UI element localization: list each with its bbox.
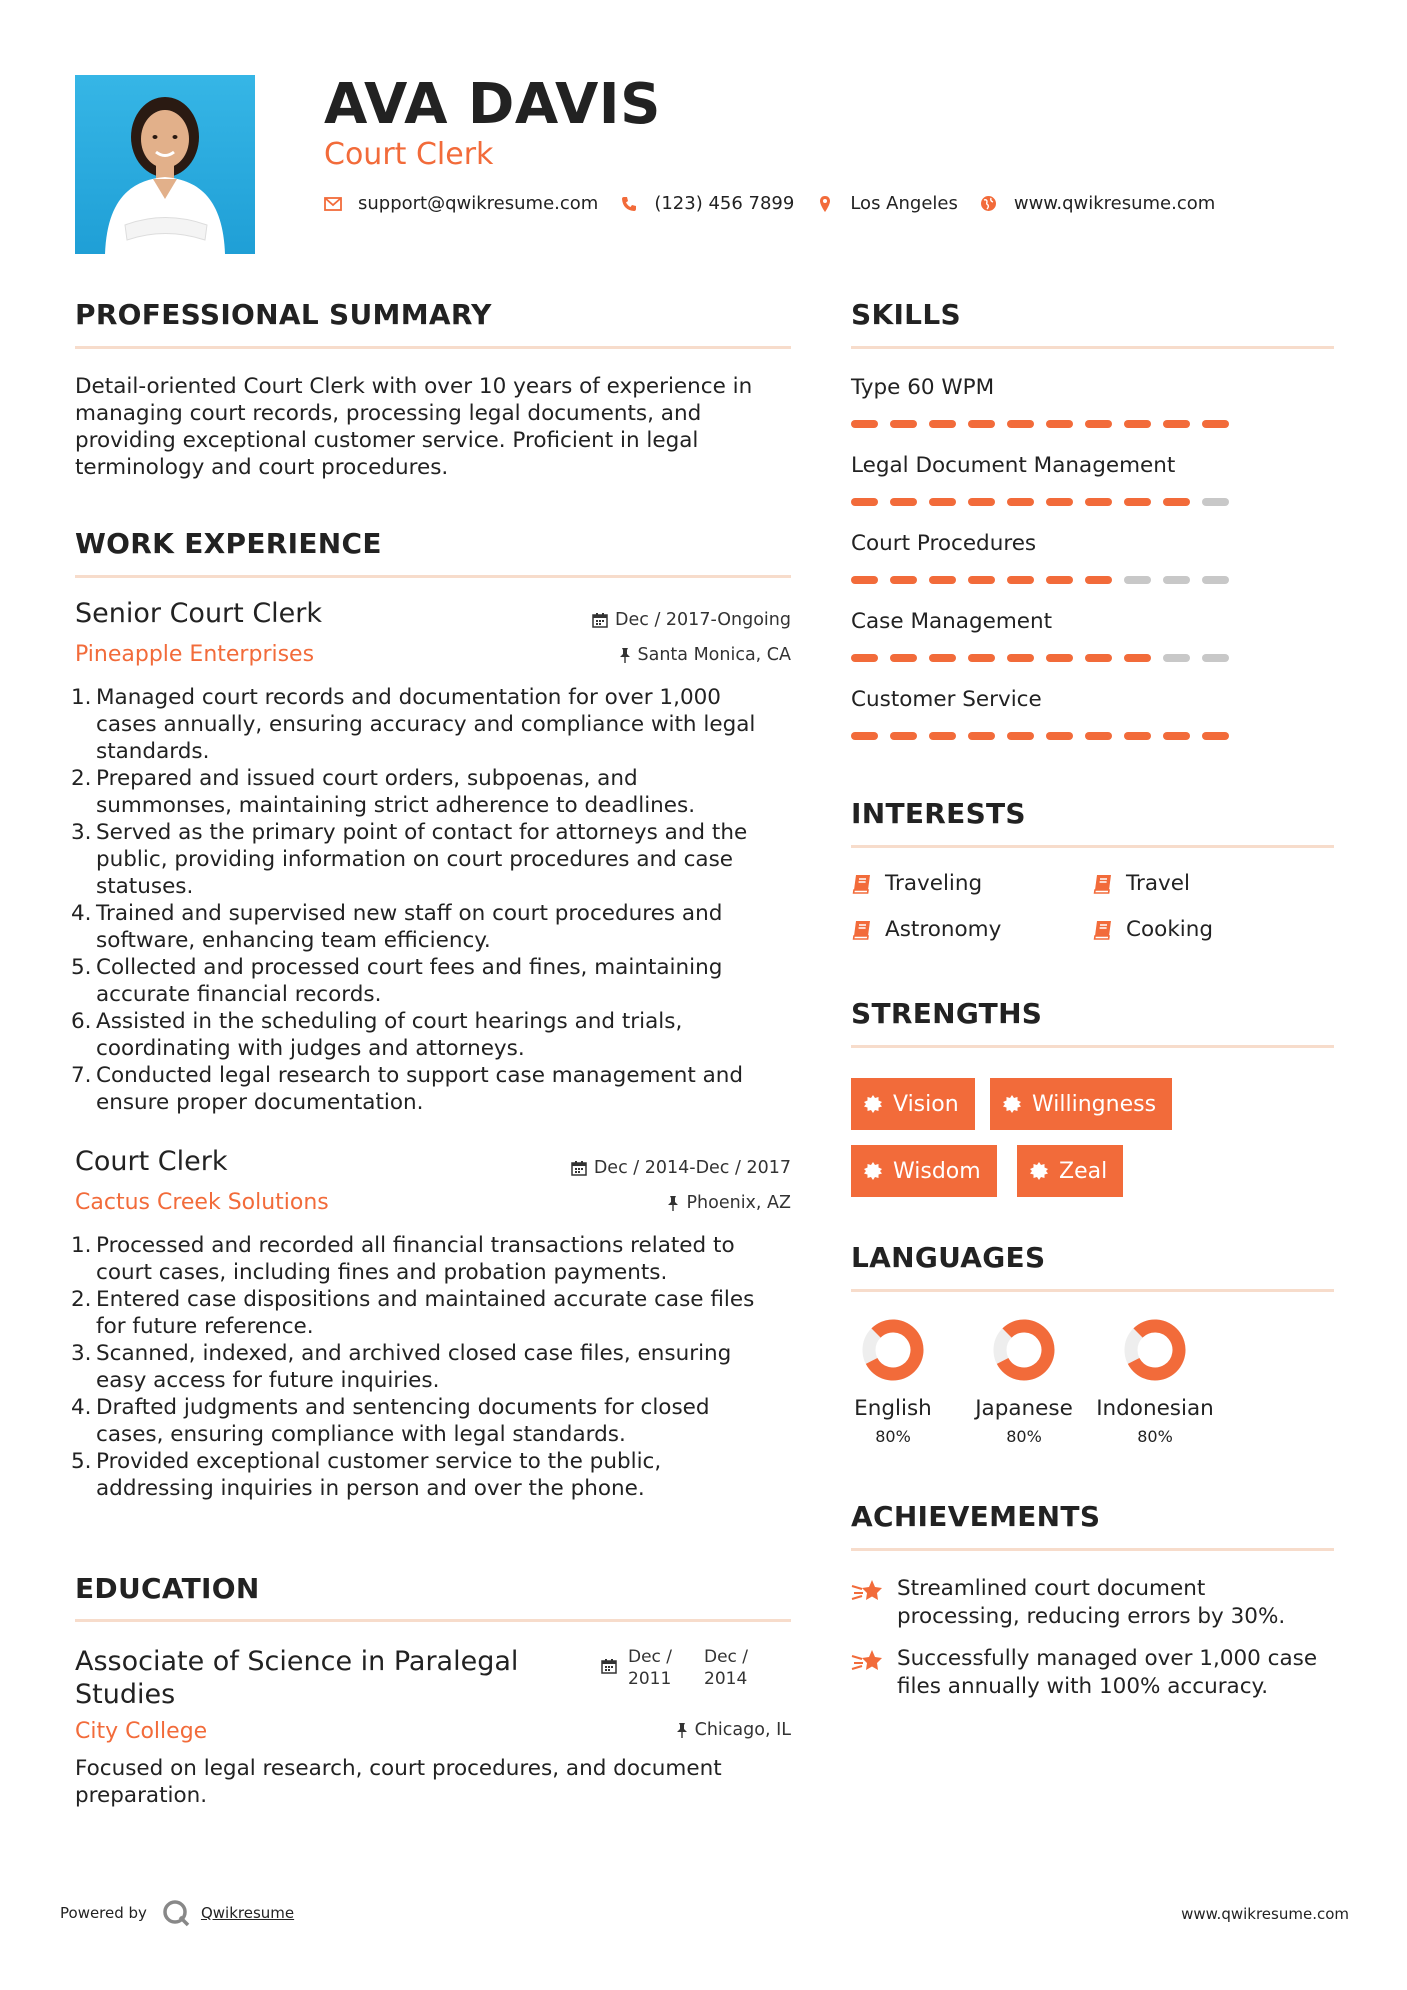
skill-item <box>851 609 1331 687</box>
skill-dash-filled <box>1007 498 1034 506</box>
footer-powered-by <box>60 1898 294 1928</box>
badge-star-icon <box>1002 1094 1022 1114</box>
skill-dash-filled <box>1046 498 1073 506</box>
strength-badge <box>1017 1145 1123 1197</box>
achievement-text: Successfully managed over 1,000 case files annually with 100% accuracy. <box>897 1646 1318 1699</box>
achievement-item <box>851 1645 1341 1701</box>
education-location <box>676 1720 791 1740</box>
job-dates <box>592 610 791 630</box>
skill-dash-empty <box>1124 576 1151 584</box>
skill-dash-filled <box>968 654 995 662</box>
education-description <box>75 1755 795 1809</box>
education-date-end <box>704 1646 748 1690</box>
skill-dash-empty <box>1202 576 1229 584</box>
strength-label: Willingness <box>1032 1091 1157 1117</box>
skill-level-bar <box>851 420 1331 428</box>
skill-dash-filled <box>890 654 917 662</box>
list-item: 2. Entered case dispositions and maintained accurate case files for future reference. <box>71 1287 755 1339</box>
badge-star-icon <box>863 1094 883 1114</box>
language-ring <box>1123 1318 1187 1382</box>
shooting-star-icon <box>851 1577 885 1605</box>
skill-name: Case Management <box>851 609 1053 634</box>
book-icon <box>851 919 873 941</box>
job-location-text: Phoenix, AZ <box>686 1193 791 1213</box>
skill-name: Court Procedures <box>851 531 1037 556</box>
achievement-item <box>851 1575 1341 1631</box>
language-name: English <box>854 1396 932 1421</box>
skill-level-bar <box>851 732 1331 740</box>
skill-dash-empty <box>1202 654 1229 662</box>
skill-item <box>851 453 1331 531</box>
candidate-title: Court Clerk <box>324 137 494 172</box>
strength-badge <box>990 1078 1172 1130</box>
interest-item <box>851 917 1001 942</box>
job-title: Court Clerk <box>75 1146 228 1177</box>
book-icon <box>1092 873 1114 895</box>
skill-dash-filled <box>1046 576 1073 584</box>
language-ring <box>861 1318 925 1382</box>
skill-dash-empty <box>1163 654 1190 662</box>
skill-item <box>851 375 1331 453</box>
candidate-name: AVA DAVIS <box>324 72 661 137</box>
date-part: Dec / <box>704 1647 749 1667</box>
achievement-text: Streamlined court document processing, reducing errors by 30%. <box>897 1576 1286 1629</box>
list-item: 1. Processed and recorded all financial transactions related to court cases, including fines and probation payments. <box>71 1233 735 1285</box>
skill-dash-filled <box>929 420 956 428</box>
skill-dash-filled <box>1163 498 1190 506</box>
skill-level-bar <box>851 654 1331 662</box>
skill-dash-filled <box>890 576 917 584</box>
language-item <box>833 1318 953 1446</box>
language-ring-fill <box>1134 1326 1179 1374</box>
strength-label: Vision <box>893 1091 959 1117</box>
summary-line: Detail-oriented Court Clerk with over 10 years of experience in <box>75 374 753 399</box>
strength-badge <box>851 1145 997 1197</box>
skill-dash-filled <box>968 732 995 740</box>
interest-label: Astronomy <box>885 917 1002 942</box>
list-item: 6. Assisted in the scheduling of court hearings and trials, coordinating with judges and attorneys. <box>71 1009 683 1061</box>
interest-label: Traveling <box>885 871 983 896</box>
skill-dash-filled <box>1163 732 1190 740</box>
skill-dash-filled <box>851 420 878 428</box>
summary-text <box>75 373 795 481</box>
job-location-text: Santa Monica, CA <box>637 645 791 665</box>
summary-divider <box>75 346 791 349</box>
summary-line: terminology and court procedures. <box>75 455 449 480</box>
skill-dash-filled <box>1124 732 1151 740</box>
degree-line: Associate of Science in Paralegal <box>75 1646 519 1677</box>
contact-website[interactable]: www.qwikresume.com <box>1013 193 1216 214</box>
calendar-icon <box>571 1160 587 1176</box>
pushpin-icon <box>619 647 631 663</box>
education-date-start <box>628 1646 672 1690</box>
globe-icon <box>978 194 1000 214</box>
experience-divider <box>75 575 791 578</box>
badge-star-icon <box>863 1161 883 1181</box>
school-name: City College <box>75 1719 208 1744</box>
skill-dash-filled <box>1085 498 1112 506</box>
list-item: 5. Provided exceptional customer service to the public, addressing inquiries in person and over the phone. <box>71 1449 662 1501</box>
summary-line: managing court records, processing legal documents, and <box>75 401 702 426</box>
skills-divider <box>851 346 1334 349</box>
calendar-icon <box>592 612 608 628</box>
strength-badge <box>851 1078 975 1130</box>
skill-dash-filled <box>1202 420 1229 428</box>
strengths-divider <box>851 1045 1334 1048</box>
strength-label: Zeal <box>1059 1158 1108 1184</box>
experience-heading: WORK EXPERIENCE <box>75 527 382 560</box>
book-icon <box>851 873 873 895</box>
job-dates <box>571 1158 791 1178</box>
interests-divider <box>851 845 1334 848</box>
skill-name: Legal Document Management <box>851 453 1176 478</box>
language-ring-fill <box>1003 1326 1048 1374</box>
skill-dash-filled <box>851 498 878 506</box>
skill-dash-filled <box>1124 420 1151 428</box>
job-company: Cactus Creek Solutions <box>75 1190 329 1215</box>
language-ring <box>992 1318 1056 1382</box>
education-location-text: Chicago, IL <box>694 1720 791 1740</box>
education-heading: EDUCATION <box>75 1572 260 1605</box>
interest-item <box>851 871 982 896</box>
languages-heading: LANGUAGES <box>851 1241 1046 1274</box>
language-item <box>1095 1318 1215 1446</box>
skill-level-bar <box>851 576 1331 584</box>
skill-dash-filled <box>1007 420 1034 428</box>
skill-dash-filled <box>1046 420 1073 428</box>
skill-dash-filled <box>890 732 917 740</box>
skill-dash-filled <box>1085 654 1112 662</box>
skill-dash-filled <box>929 576 956 584</box>
achievements-heading: ACHIEVEMENTS <box>851 1500 1101 1533</box>
skill-dash-filled <box>968 498 995 506</box>
list-item: 1. Managed court records and documentation for over 1,000 cases annually, ensuring accuracy and compliance with legal standards. <box>71 685 756 764</box>
skill-dash-filled <box>851 654 878 662</box>
list-item: 2. Prepared and issued court orders, subpoenas, and summonses, maintaining strict adherence to deadlines. <box>71 766 696 818</box>
list-item: 3. Scanned, indexed, and archived closed case files, ensuring easy access for future inquiries. <box>71 1341 732 1393</box>
calendar-icon <box>601 1658 617 1678</box>
profile-photo <box>75 75 255 254</box>
badge-star-icon <box>1029 1161 1049 1181</box>
language-name: Japanese <box>975 1396 1073 1421</box>
date-part: 2014 <box>704 1669 748 1689</box>
phone-icon <box>618 194 640 214</box>
summary-line: providing exceptional customer service. Proficient in legal <box>75 428 699 453</box>
language-percent: 80% <box>1006 1427 1042 1446</box>
skill-dash-filled <box>1163 420 1190 428</box>
description-line: Focused on legal research, court procedures, and document <box>75 1756 722 1781</box>
skill-dash-filled <box>1007 654 1034 662</box>
summary-heading: PROFESSIONAL SUMMARY <box>75 298 492 331</box>
skill-dash-filled <box>890 498 917 506</box>
language-ring-fill <box>872 1326 917 1374</box>
job-bullets <box>71 1232 801 1502</box>
date-part: Dec / <box>628 1647 673 1667</box>
pushpin-icon <box>676 1722 688 1738</box>
list-item: 7. Conducted legal research to support case management and ensure proper documentation. <box>71 1063 744 1115</box>
job-bullets <box>71 684 801 1116</box>
skill-name: Customer Service <box>851 687 1042 712</box>
interest-item <box>1092 871 1190 896</box>
job-company: Pineapple Enterprises <box>75 642 315 667</box>
list-item: 4. Trained and supervised new staff on court procedures and software, enhancing team efficiency. <box>71 901 723 953</box>
skill-dash-empty <box>1163 576 1190 584</box>
contact-row <box>322 193 1235 214</box>
degree-line: Studies <box>75 1679 176 1710</box>
skill-dash-filled <box>1202 732 1229 740</box>
list-item: 3. Served as the primary point of contact for attorneys and the public, providing information on court procedures and case statuses. <box>71 820 748 899</box>
date-part: 2011 <box>628 1669 672 1689</box>
skill-dash-filled <box>929 654 956 662</box>
skill-dash-filled <box>968 576 995 584</box>
language-percent: 80% <box>1137 1427 1173 1446</box>
skill-item <box>851 531 1331 609</box>
strengths-heading: STRENGTHS <box>851 997 1043 1030</box>
location-pin-icon <box>814 194 836 214</box>
skills-heading: SKILLS <box>851 298 961 331</box>
language-item <box>964 1318 1084 1446</box>
skill-level-bar <box>851 498 1331 506</box>
job-location <box>619 645 792 665</box>
contact-email[interactable]: support@qwikresume.com <box>358 193 599 214</box>
skill-dash-filled <box>1007 732 1034 740</box>
interest-label: Travel <box>1126 871 1190 896</box>
skill-dash-filled <box>851 576 878 584</box>
description-line: preparation. <box>75 1783 208 1808</box>
email-icon <box>322 194 344 214</box>
language-name: Indonesian <box>1096 1396 1214 1421</box>
skill-dash-filled <box>1046 732 1073 740</box>
skill-dash-filled <box>929 498 956 506</box>
language-percent: 80% <box>875 1427 911 1446</box>
skill-dash-filled <box>1085 732 1112 740</box>
skill-dash-filled <box>1085 576 1112 584</box>
contact-phone[interactable]: (123) 456 7899 <box>654 193 795 214</box>
book-icon <box>1092 919 1114 941</box>
skill-dash-filled <box>890 420 917 428</box>
job-dates-text: Dec / 2014-Dec / 2017 <box>593 1158 791 1178</box>
skill-dash-filled <box>1046 654 1073 662</box>
job-location <box>667 1193 791 1213</box>
contact-location: Los Angeles <box>850 193 958 214</box>
skill-dash-filled <box>1085 420 1112 428</box>
skill-dash-filled <box>1124 654 1151 662</box>
skill-dash-filled <box>929 732 956 740</box>
interests-heading: INTERESTS <box>851 797 1026 830</box>
skill-dash-filled <box>968 420 995 428</box>
footer-brand-link[interactable]: Qwikresume <box>200 1904 295 1922</box>
footer-website[interactable]: www.qwikresume.com <box>1181 1905 1349 1923</box>
person-photo-illustration <box>75 75 255 254</box>
job-dates-text: Dec / 2017-Ongoing <box>615 610 791 630</box>
interest-label: Cooking <box>1126 917 1214 942</box>
interest-item <box>1092 917 1213 942</box>
pushpin-icon <box>667 1195 679 1211</box>
skill-name: Type 60 WPM <box>851 375 995 400</box>
skill-item <box>851 687 1331 765</box>
list-item: 4. Drafted judgments and sentencing documents for closed cases, ensuring compliance with legal standards. <box>71 1395 710 1447</box>
skill-dash-empty <box>1202 498 1229 506</box>
strength-label: Wisdom <box>893 1158 981 1184</box>
education-divider <box>75 1619 791 1622</box>
powered-by-label: Powered by <box>60 1904 147 1922</box>
languages-divider <box>851 1289 1334 1292</box>
shooting-star-icon <box>851 1647 885 1675</box>
skill-dash-filled <box>1124 498 1151 506</box>
qwikresume-logo-icon <box>161 1898 191 1928</box>
degree-title <box>75 1645 518 1711</box>
list-item: 5. Collected and processed court fees and fines, maintaining accurate financial records. <box>71 955 723 1007</box>
job-title: Senior Court Clerk <box>75 598 323 629</box>
skill-dash-filled <box>851 732 878 740</box>
skill-dash-filled <box>1007 576 1034 584</box>
achievements-divider <box>851 1548 1334 1551</box>
skills-list <box>851 375 1331 765</box>
